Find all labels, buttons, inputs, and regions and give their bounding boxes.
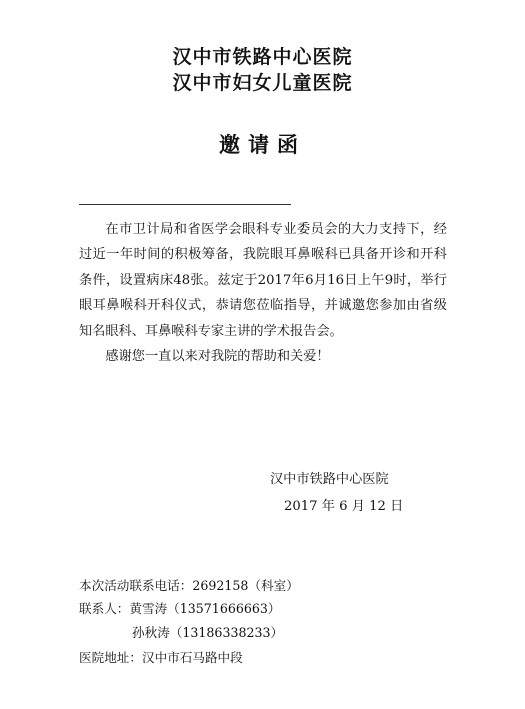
hospital-address: 医院地址：汉中市石马路中段 bbox=[79, 650, 243, 665]
document-title: 邀请函 bbox=[219, 133, 306, 157]
contact-phone: 本次活动联系电话：2692158（科室） bbox=[79, 578, 299, 593]
hospital-name-1: 汉中市铁路中心医院 bbox=[172, 46, 353, 68]
body-paragraph-2: 感谢您一直以来对我院的帮助和关爱！ bbox=[105, 349, 330, 365]
signature-date: 2017 年 6 月 12 日 bbox=[284, 499, 404, 514]
contact-person-1: 联系人：黄雪涛（13571666663） bbox=[79, 601, 281, 616]
letter-body bbox=[79, 217, 447, 369]
divider-line bbox=[79, 204, 291, 205]
contact-person-2: 孙秋涛（13186338233） bbox=[132, 625, 284, 640]
signature-organization: 汉中市铁路中心医院 bbox=[270, 472, 389, 487]
hospital-name-2: 汉中市妇女儿童医院 bbox=[172, 72, 353, 94]
body-paragraph-1: 在市卫计局和省医学会眼科专业委员会的大力支持下，经过近一年时间的积极筹备，我院眼耳鼻喉科已具备开诊和开科条件，设置病床48张。兹定于2017年6月16日上午9时，举行眼耳鼻喉科开科仪式，恭请您莅临指导，并诚邀您参加由省级知名眼科、耳鼻喉科专家主讲的学术报告会。 bbox=[79, 222, 447, 339]
